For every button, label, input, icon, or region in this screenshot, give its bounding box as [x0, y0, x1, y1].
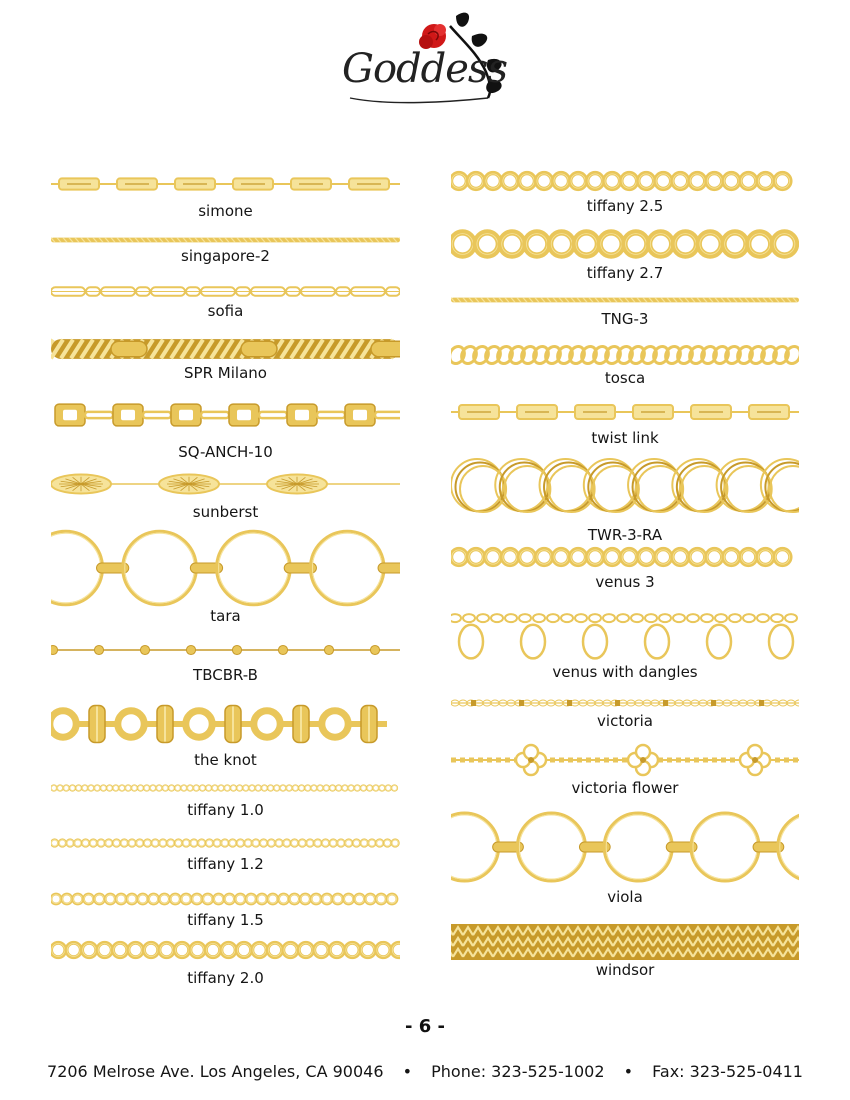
chain-image: [51, 644, 400, 656]
footer-bullet: •: [623, 1062, 634, 1081]
chain-image: [451, 608, 799, 664]
chain-label: tiffany 2.7: [586, 264, 664, 282]
chain-label: viola: [607, 888, 643, 906]
chain-label: tara: [210, 607, 241, 625]
chain-image: [451, 924, 799, 960]
chain-label: tiffany 1.5: [187, 911, 264, 929]
chain-image: [451, 296, 799, 304]
chain-label: windsor: [595, 961, 655, 979]
chain-image: [51, 176, 400, 192]
chain-label: sofia: [207, 302, 244, 320]
chain-image: [451, 456, 799, 518]
chain-label: simone: [198, 202, 253, 220]
chain-image: [451, 546, 799, 568]
chain-label: the knot: [194, 751, 257, 769]
chain-image: [51, 528, 400, 608]
chain-label: venus 3: [595, 573, 655, 591]
chain-image: [451, 228, 799, 260]
page-number: - 6 -: [405, 1016, 445, 1037]
chain-label: tiffany 1.0: [187, 801, 264, 819]
chain-image: [51, 784, 400, 792]
chain-image: [51, 402, 400, 428]
chain-image: [51, 838, 400, 848]
chain-image: [451, 698, 799, 708]
footer-address: 7206 Melrose Ave. Los Angeles, CA 90046: [47, 1062, 384, 1081]
footer-contact: [0, 1062, 850, 1081]
chain-label: twist link: [591, 429, 659, 447]
footer-bullet: •: [402, 1062, 413, 1081]
chain-image: [451, 810, 799, 884]
chain-label: singapore-2: [181, 247, 270, 265]
chain-image: [451, 742, 799, 778]
chain-label: tosca: [604, 369, 646, 387]
chain-label: TBCBR-B: [193, 666, 258, 684]
brand-name: Goddess: [342, 46, 507, 92]
chain-image: [51, 284, 400, 299]
chain-image: [51, 892, 400, 906]
chain-image: [451, 402, 799, 422]
chain-image: [51, 236, 400, 244]
chain-label: SPR Milano: [184, 364, 267, 382]
chain-image: [451, 170, 799, 192]
chain-image: [51, 336, 400, 362]
chain-image: [51, 940, 400, 960]
footer-fax: Fax: 323-525-0411: [652, 1062, 803, 1081]
chain-label: tiffany 2.0: [187, 969, 264, 987]
chain-label: sunberst: [192, 503, 259, 521]
chain-label: tiffany 1.2: [187, 855, 264, 873]
chain-label: TNG-3: [601, 310, 649, 328]
chain-label: victoria: [597, 712, 653, 730]
chain-image: [51, 470, 400, 498]
footer-phone: Phone: 323-525-1002: [431, 1062, 605, 1081]
chain-image: [451, 344, 799, 366]
chain-label: victoria flower: [571, 779, 679, 797]
chain-label: tiffany 2.5: [586, 197, 664, 215]
chain-image: [51, 702, 400, 746]
chain-label: venus with dangles: [552, 663, 698, 681]
brand-logo: [330, 6, 520, 111]
chain-label: TWR-3-RA: [587, 526, 663, 544]
chain-label: SQ-ANCH-10: [178, 443, 273, 461]
